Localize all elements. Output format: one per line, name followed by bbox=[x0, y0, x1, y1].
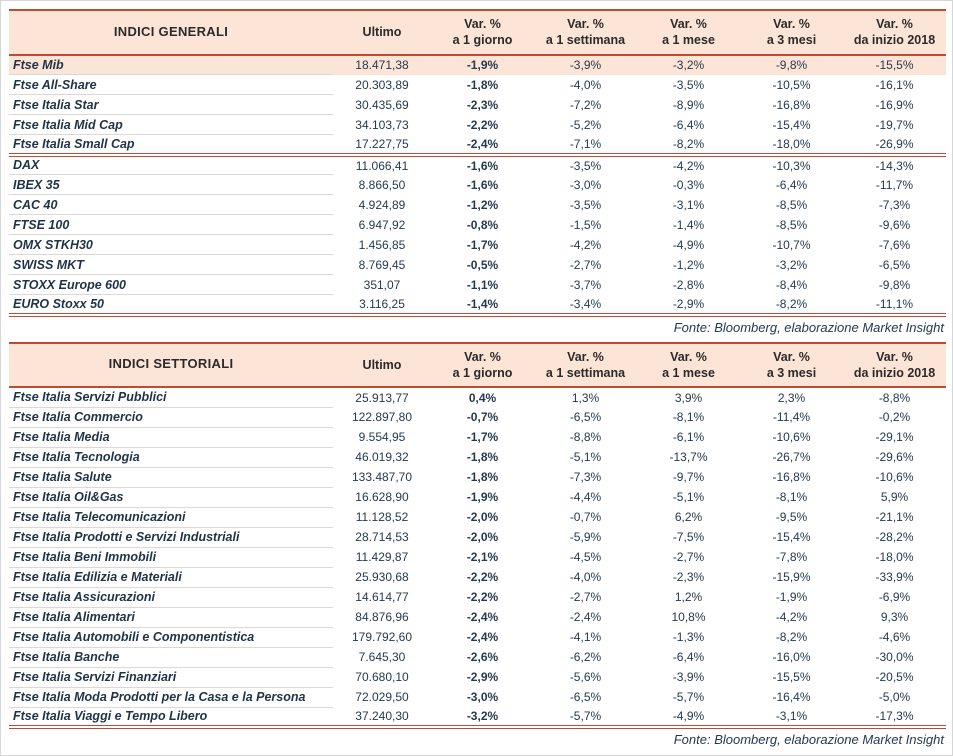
last-value-cell: 179.792,60 bbox=[351, 630, 413, 644]
table-indici-generali bbox=[9, 9, 944, 317]
column-header-line2: a 1 giorno bbox=[452, 365, 513, 380]
pct-change-cell: -21,1% bbox=[875, 510, 914, 524]
table-row bbox=[9, 175, 946, 195]
table-row bbox=[9, 387, 946, 407]
table-row bbox=[9, 647, 946, 667]
table-row bbox=[9, 195, 946, 215]
column-header-line1: Var. % bbox=[567, 349, 604, 364]
pct-change-cell: -1,3% bbox=[672, 630, 705, 644]
pct-change-cell: -9,8% bbox=[878, 277, 911, 292]
source-note-settoriali: Fonte: Bloomberg, elaborazione Market Insight bbox=[673, 732, 944, 747]
pct-change-cell: -3,4% bbox=[569, 296, 602, 311]
column-header-line2: a 1 settimana bbox=[545, 365, 626, 380]
last-value-cell: 46.019,32 bbox=[355, 450, 409, 464]
pct-change-cell: -4,9% bbox=[672, 237, 705, 252]
pct-change-cell: -11,4% bbox=[772, 410, 811, 424]
index-name: Ftse Italia Alimentari bbox=[9, 607, 333, 627]
pct-change-cell: -15,4% bbox=[772, 117, 811, 132]
pct-change-cell: -2,4% bbox=[466, 610, 499, 624]
pct-change-cell: -11,7% bbox=[875, 177, 914, 192]
column-header-line1: Var. % bbox=[464, 349, 501, 364]
column-header-line1: Ultimo bbox=[362, 357, 402, 372]
pct-change-cell: -1,1% bbox=[466, 277, 499, 292]
index-name: Ftse Italia Mid Cap bbox=[9, 115, 333, 135]
pct-change-cell: -1,9% bbox=[466, 490, 499, 504]
column-header bbox=[534, 343, 637, 388]
table-row bbox=[9, 607, 946, 627]
pct-change-cell: -2,0% bbox=[466, 510, 499, 524]
table-row bbox=[9, 547, 946, 567]
pct-change-cell: -2,2% bbox=[466, 117, 499, 132]
pct-change-cell: -1,2% bbox=[672, 257, 705, 272]
last-value-cell: 122.897,80 bbox=[351, 410, 413, 424]
pct-change-cell: -26,9% bbox=[875, 136, 914, 151]
index-name: SWISS MKT bbox=[9, 255, 333, 275]
index-name: Ftse Italia Salute bbox=[9, 467, 333, 487]
pct-change-cell: -8,8% bbox=[569, 430, 602, 444]
last-value-cell: 7.645,30 bbox=[358, 650, 406, 664]
pct-change-cell: -3,2% bbox=[775, 257, 808, 272]
header-row bbox=[9, 10, 946, 55]
pct-change-cell: -6,4% bbox=[672, 650, 705, 664]
table-row bbox=[9, 487, 946, 507]
pct-change-cell: -6,9% bbox=[878, 590, 911, 604]
last-value-cell: 72.029,50 bbox=[355, 690, 409, 704]
index-name: Ftse Italia Automobili e Componentistica bbox=[9, 627, 333, 647]
pct-change-cell: 1,3% bbox=[571, 390, 600, 405]
pct-change-cell: -15,5% bbox=[875, 58, 914, 72]
index-name: Ftse Italia Assicurazioni bbox=[9, 587, 333, 607]
table-row bbox=[9, 507, 946, 527]
table-row bbox=[9, 407, 946, 427]
pct-change-cell: -2,7% bbox=[569, 257, 602, 272]
column-header-line1: Var. % bbox=[876, 17, 913, 31]
table-row bbox=[9, 667, 946, 687]
pct-change-cell: -18,0% bbox=[772, 136, 811, 151]
last-value-cell: 20.303,89 bbox=[355, 77, 409, 92]
pct-change-cell: -9,7% bbox=[672, 470, 705, 484]
column-header bbox=[431, 343, 534, 388]
pct-change-cell: -7,3% bbox=[569, 470, 602, 484]
pct-change-cell: -3,7% bbox=[569, 277, 602, 292]
column-header bbox=[534, 10, 637, 55]
table-row bbox=[9, 235, 946, 255]
pct-change-cell: -2,4% bbox=[466, 630, 499, 644]
index-name: STOXX Europe 600 bbox=[9, 275, 333, 295]
pct-change-cell: -8,8% bbox=[878, 390, 911, 405]
last-value-cell: 37.240,30 bbox=[355, 709, 409, 723]
source-note-generali: Fonte: Bloomberg, elaborazione Market Insight bbox=[673, 319, 944, 335]
pct-change-cell: -5,1% bbox=[569, 450, 602, 464]
pct-change-cell: -2,4% bbox=[569, 610, 602, 624]
financial-table bbox=[9, 9, 946, 317]
index-name: Ftse Italia Beni Immobili bbox=[9, 547, 333, 567]
table-title: INDICI GENERALI bbox=[9, 10, 333, 55]
pct-change-cell: -33,9% bbox=[875, 570, 914, 584]
pct-change-cell: -2,4% bbox=[466, 136, 499, 151]
pct-change-cell: -29,6% bbox=[875, 450, 914, 464]
column-header bbox=[333, 343, 431, 388]
pct-change-cell: -1,8% bbox=[466, 77, 499, 92]
pct-change-cell: -2,2% bbox=[466, 570, 499, 584]
pct-change-cell: -8,1% bbox=[672, 410, 705, 424]
pct-change-cell: -3,2% bbox=[672, 58, 705, 72]
pct-change-cell: -5,1% bbox=[672, 490, 705, 504]
index-name: CAC 40 bbox=[9, 195, 333, 215]
pct-change-cell: -1,6% bbox=[466, 177, 499, 192]
pct-change-cell: -8,2% bbox=[672, 136, 705, 151]
pct-change-cell: 10,8% bbox=[671, 610, 706, 624]
column-header bbox=[740, 343, 843, 388]
pct-change-cell: -17,3% bbox=[875, 709, 914, 723]
pct-change-cell: -1,8% bbox=[466, 470, 499, 484]
pct-change-cell: -29,1% bbox=[875, 430, 914, 444]
table-row bbox=[9, 427, 946, 447]
pct-change-cell: -4,0% bbox=[569, 570, 602, 584]
last-value-cell: 351,07 bbox=[363, 277, 401, 292]
index-name: Ftse Italia Small Cap bbox=[9, 135, 333, 155]
pct-change-cell: -13,7% bbox=[669, 450, 708, 464]
table-row bbox=[9, 527, 946, 547]
table-row bbox=[9, 95, 946, 115]
pct-change-cell: -7,1% bbox=[569, 136, 602, 151]
column-header-line2: da inizio 2018 bbox=[853, 33, 936, 48]
pct-change-cell: -0,7% bbox=[569, 510, 602, 524]
column-header bbox=[740, 10, 843, 55]
pct-change-cell: 1,2% bbox=[674, 590, 703, 604]
index-name: Ftse Italia Prodotti e Servizi Industriali bbox=[9, 527, 333, 547]
last-value-cell: 4.924,89 bbox=[358, 197, 406, 212]
pct-change-cell: -30,0% bbox=[875, 650, 914, 664]
pct-change-cell: -1,9% bbox=[466, 58, 499, 72]
pct-change-cell: -2,0% bbox=[466, 530, 499, 544]
index-name: FTSE 100 bbox=[9, 215, 333, 235]
index-name: DAX bbox=[9, 155, 333, 175]
pct-change-cell: -3,5% bbox=[672, 77, 705, 92]
pct-change-cell: -7,8% bbox=[775, 550, 808, 564]
pct-change-cell: -1,5% bbox=[569, 217, 602, 232]
pct-change-cell: -9,6% bbox=[878, 217, 911, 232]
last-value-cell: 84.876,96 bbox=[355, 610, 409, 624]
last-value-cell: 14.614,77 bbox=[355, 590, 409, 604]
column-header-line1: Var. % bbox=[773, 349, 810, 364]
last-value-cell: 17.227,75 bbox=[355, 136, 409, 151]
index-name: Ftse All-Share bbox=[9, 75, 333, 95]
last-value-cell: 8.769,45 bbox=[358, 257, 406, 272]
column-header-line2: a 1 mese bbox=[662, 365, 715, 380]
pct-change-cell: -2,7% bbox=[672, 550, 705, 564]
last-value-cell: 6.947,92 bbox=[358, 217, 406, 232]
column-header-line2: a 3 mesi bbox=[766, 365, 817, 380]
column-header bbox=[637, 10, 740, 55]
pct-change-cell: -16,8% bbox=[772, 97, 811, 112]
pct-change-cell: -4,5% bbox=[569, 550, 602, 564]
pct-change-cell: -3,5% bbox=[569, 197, 602, 212]
index-name: Ftse Italia Servizi Finanziari bbox=[9, 667, 333, 687]
table-row bbox=[9, 687, 946, 707]
index-name: Ftse Mib bbox=[9, 55, 333, 75]
pct-change-cell: -2,6% bbox=[466, 650, 499, 664]
last-value-cell: 18.471,38 bbox=[355, 58, 409, 72]
pct-change-cell: -4,4% bbox=[569, 490, 602, 504]
column-header-line1: Var. % bbox=[464, 17, 501, 31]
pct-change-cell: -11,1% bbox=[875, 296, 914, 311]
pct-change-cell: -10,3% bbox=[740, 155, 843, 175]
pct-change-cell: -6,5% bbox=[878, 257, 911, 272]
index-name: Ftse Italia Tecnologia bbox=[9, 447, 333, 467]
pct-change-cell: -1,8% bbox=[466, 450, 499, 464]
pct-change-cell: -18,0% bbox=[875, 550, 914, 564]
pct-change-cell: -2,8% bbox=[672, 277, 705, 292]
pct-change-cell: -6,5% bbox=[569, 410, 602, 424]
pct-change-cell: -4,1% bbox=[569, 630, 602, 644]
pct-change-cell: -1,7% bbox=[466, 237, 499, 252]
pct-change-cell: -5,0% bbox=[878, 690, 911, 704]
table-row bbox=[9, 55, 946, 75]
pct-change-cell: -5,2% bbox=[569, 117, 602, 132]
pct-change-cell: -0,3% bbox=[672, 177, 705, 192]
pct-change-cell: -3,1% bbox=[672, 197, 705, 212]
pct-change-cell: -15,9% bbox=[772, 570, 811, 584]
pct-change-cell: -8,5% bbox=[775, 197, 808, 212]
pct-change-cell: 6,2% bbox=[674, 510, 703, 524]
pct-change-cell: -16,1% bbox=[875, 77, 914, 92]
pct-change-cell: -6,4% bbox=[775, 177, 808, 192]
pct-change-cell: -10,7% bbox=[772, 237, 811, 252]
column-header-line1: Ultimo bbox=[362, 25, 402, 40]
index-name: OMX STKH30 bbox=[9, 235, 333, 255]
pct-change-cell: -0,5% bbox=[466, 257, 499, 272]
pct-change-cell: -0,8% bbox=[466, 217, 499, 232]
index-name: IBEX 35 bbox=[9, 175, 333, 195]
pct-change-cell: -20,5% bbox=[875, 670, 914, 684]
column-header-line1: Var. % bbox=[773, 17, 810, 31]
column-header bbox=[843, 343, 946, 388]
pct-change-cell: -1,7% bbox=[466, 430, 499, 444]
pct-change-cell: -3,1% bbox=[775, 709, 808, 723]
pct-change-cell: -2,9% bbox=[672, 296, 705, 311]
pct-change-cell: -15,4% bbox=[772, 530, 811, 544]
column-header-line2: da inizio 2018 bbox=[853, 365, 936, 380]
pct-change-cell: -2,9% bbox=[466, 670, 499, 684]
index-name: Ftse Italia Banche bbox=[9, 647, 333, 667]
pct-change-cell: -14,3% bbox=[843, 155, 946, 175]
column-header bbox=[333, 10, 431, 55]
pct-change-cell: -2,3% bbox=[466, 97, 499, 112]
pct-change-cell: -9,8% bbox=[775, 58, 808, 72]
pct-change-cell: -28,2% bbox=[875, 530, 914, 544]
last-value-cell: 30.435,69 bbox=[355, 97, 409, 112]
pct-change-cell: -4,2% bbox=[569, 237, 602, 252]
pct-change-cell: -2,2% bbox=[466, 590, 499, 604]
table-row bbox=[9, 567, 946, 587]
pct-change-cell: -1,2% bbox=[466, 197, 499, 212]
pct-change-cell: -9,5% bbox=[775, 510, 808, 524]
table-row bbox=[9, 115, 946, 135]
pct-change-cell: -2,1% bbox=[466, 550, 499, 564]
index-name: Ftse Italia Moda Prodotti per la Casa e la Persona bbox=[9, 687, 333, 707]
column-header-line1: Var. % bbox=[876, 349, 913, 364]
pct-change-cell: -3,9% bbox=[569, 58, 602, 72]
financial-table bbox=[9, 342, 946, 730]
pct-change-cell: -16,0% bbox=[772, 650, 811, 664]
last-value-cell: 1.456,85 bbox=[358, 237, 406, 252]
pct-change-cell: -10,5% bbox=[772, 77, 811, 92]
pct-change-cell: -7,6% bbox=[878, 237, 911, 252]
table-row bbox=[9, 155, 946, 175]
pct-change-cell: -10,6% bbox=[875, 470, 914, 484]
pct-change-cell: -8,1% bbox=[775, 490, 808, 504]
pct-change-cell: -0,2% bbox=[878, 410, 911, 424]
index-name: Ftse Italia Servizi Pubblici bbox=[9, 387, 333, 407]
pct-change-cell: -7,3% bbox=[878, 197, 911, 212]
pct-change-cell: 9,3% bbox=[880, 610, 909, 624]
table-row bbox=[9, 447, 946, 467]
index-name: Ftse Italia Commercio bbox=[9, 407, 333, 427]
pct-change-cell: -4,0% bbox=[569, 77, 602, 92]
pct-change-cell: -6,5% bbox=[569, 690, 602, 704]
pct-change-cell: -1,9% bbox=[775, 590, 808, 604]
pct-change-cell: -5,7% bbox=[569, 709, 602, 723]
table-indici-settoriali bbox=[9, 342, 944, 730]
last-value-cell: 9.554,95 bbox=[358, 430, 406, 444]
column-header bbox=[637, 343, 740, 388]
last-value-cell: 28.714,53 bbox=[355, 530, 409, 544]
pct-change-cell: -1,4% bbox=[466, 296, 499, 311]
pct-change-cell: -3,0% bbox=[569, 177, 602, 192]
column-header bbox=[843, 10, 946, 55]
table-row bbox=[9, 627, 946, 647]
last-value-cell: 11.128,52 bbox=[355, 510, 409, 524]
table-row bbox=[9, 295, 946, 315]
pct-change-cell: -8,9% bbox=[672, 97, 705, 112]
last-value-cell: 11.066,41 bbox=[333, 155, 431, 175]
column-header-line1: Var. % bbox=[670, 17, 707, 31]
table-title: INDICI SETTORIALI bbox=[9, 343, 333, 388]
table-row bbox=[9, 75, 946, 95]
last-value-cell: 25.913,77 bbox=[355, 390, 409, 405]
last-value-cell: 11.429,87 bbox=[355, 550, 409, 564]
pct-change-cell: -10,6% bbox=[772, 430, 811, 444]
last-value-cell: 3.116,25 bbox=[359, 296, 405, 311]
table-row bbox=[9, 275, 946, 295]
pct-change-cell: -3,2% bbox=[466, 709, 499, 723]
pct-change-cell: -16,4% bbox=[772, 690, 811, 704]
pct-change-cell: -8,2% bbox=[775, 296, 808, 311]
column-header-line2: a 3 mesi bbox=[766, 33, 817, 48]
column-header-line1: Var. % bbox=[567, 17, 604, 31]
pct-change-cell: -8,5% bbox=[775, 217, 808, 232]
table-row bbox=[9, 135, 946, 155]
table-row bbox=[9, 215, 946, 235]
pct-change-cell: -6,2% bbox=[569, 650, 602, 664]
pct-change-cell: -6,1% bbox=[672, 430, 705, 444]
last-value-cell: 34.103,73 bbox=[355, 117, 409, 132]
pct-change-cell: -16,8% bbox=[772, 470, 811, 484]
pct-change-cell: -3,0% bbox=[466, 690, 499, 704]
column-header-line1: Var. % bbox=[670, 349, 707, 364]
pct-change-cell: -8,2% bbox=[775, 630, 808, 644]
pct-change-cell: -19,7% bbox=[875, 117, 914, 132]
header-row bbox=[9, 343, 946, 388]
pct-change-cell: -0,7% bbox=[466, 410, 499, 424]
pct-change-cell: -1,4% bbox=[672, 217, 705, 232]
pct-change-cell: -4,2% bbox=[775, 610, 808, 624]
last-value-cell: 133.487,70 bbox=[351, 470, 413, 484]
last-value-cell: 16.628,90 bbox=[355, 490, 409, 504]
index-name: EURO Stoxx 50 bbox=[9, 295, 333, 315]
pct-change-cell: 3,9% bbox=[674, 390, 703, 405]
index-name: Ftse Italia Star bbox=[9, 95, 333, 115]
column-header-line2: a 1 settimana bbox=[545, 33, 626, 48]
column-header bbox=[431, 10, 534, 55]
pct-change-cell: 5,9% bbox=[880, 490, 909, 504]
column-header-line2: a 1 mese bbox=[662, 33, 715, 48]
table-row bbox=[9, 707, 946, 727]
table-row bbox=[9, 587, 946, 607]
column-header-line2: a 1 giorno bbox=[452, 33, 513, 48]
pct-change-cell: -8,4% bbox=[775, 277, 808, 292]
index-name: Ftse Italia Oil&Gas bbox=[9, 487, 333, 507]
table-row bbox=[9, 255, 946, 275]
pct-change-cell: -6,4% bbox=[672, 117, 705, 132]
last-value-cell: 25.930,68 bbox=[355, 570, 409, 584]
pct-change-cell: -7,2% bbox=[569, 97, 602, 112]
last-value-cell: 8.866,50 bbox=[358, 177, 406, 192]
pct-change-cell: -16,9% bbox=[875, 97, 914, 112]
pct-change-cell: -2,3% bbox=[672, 570, 705, 584]
table-row bbox=[9, 467, 946, 487]
pct-change-cell: -26,7% bbox=[772, 450, 811, 464]
index-name: Ftse Italia Edilizia e Materiali bbox=[9, 567, 333, 587]
pct-change-cell: -7,5% bbox=[672, 530, 705, 544]
last-value-cell: 70.680,10 bbox=[355, 670, 409, 684]
index-name: Ftse Italia Media bbox=[9, 427, 333, 447]
pct-change-cell: 0,4% bbox=[468, 390, 497, 405]
index-name: Ftse Italia Viaggi e Tempo Libero bbox=[9, 707, 333, 727]
pct-change-cell: -5,7% bbox=[672, 690, 705, 704]
pct-change-cell: -4,9% bbox=[672, 709, 705, 723]
pct-change-cell: -5,9% bbox=[569, 530, 602, 544]
pct-change-cell: -3,9% bbox=[672, 670, 705, 684]
pct-change-cell: -5,6% bbox=[569, 670, 602, 684]
pct-change-cell: 2,3% bbox=[777, 390, 806, 405]
pct-change-cell: -1,6% bbox=[431, 155, 534, 175]
pct-change-cell: -15,5% bbox=[772, 670, 811, 684]
index-name: Ftse Italia Telecomunicazioni bbox=[9, 507, 333, 527]
pct-change-cell: -2,7% bbox=[569, 590, 602, 604]
pct-change-cell: -4,6% bbox=[878, 630, 911, 644]
pct-change-cell: -4,2% bbox=[637, 155, 740, 175]
pct-change-cell: -3,5% bbox=[534, 155, 637, 175]
